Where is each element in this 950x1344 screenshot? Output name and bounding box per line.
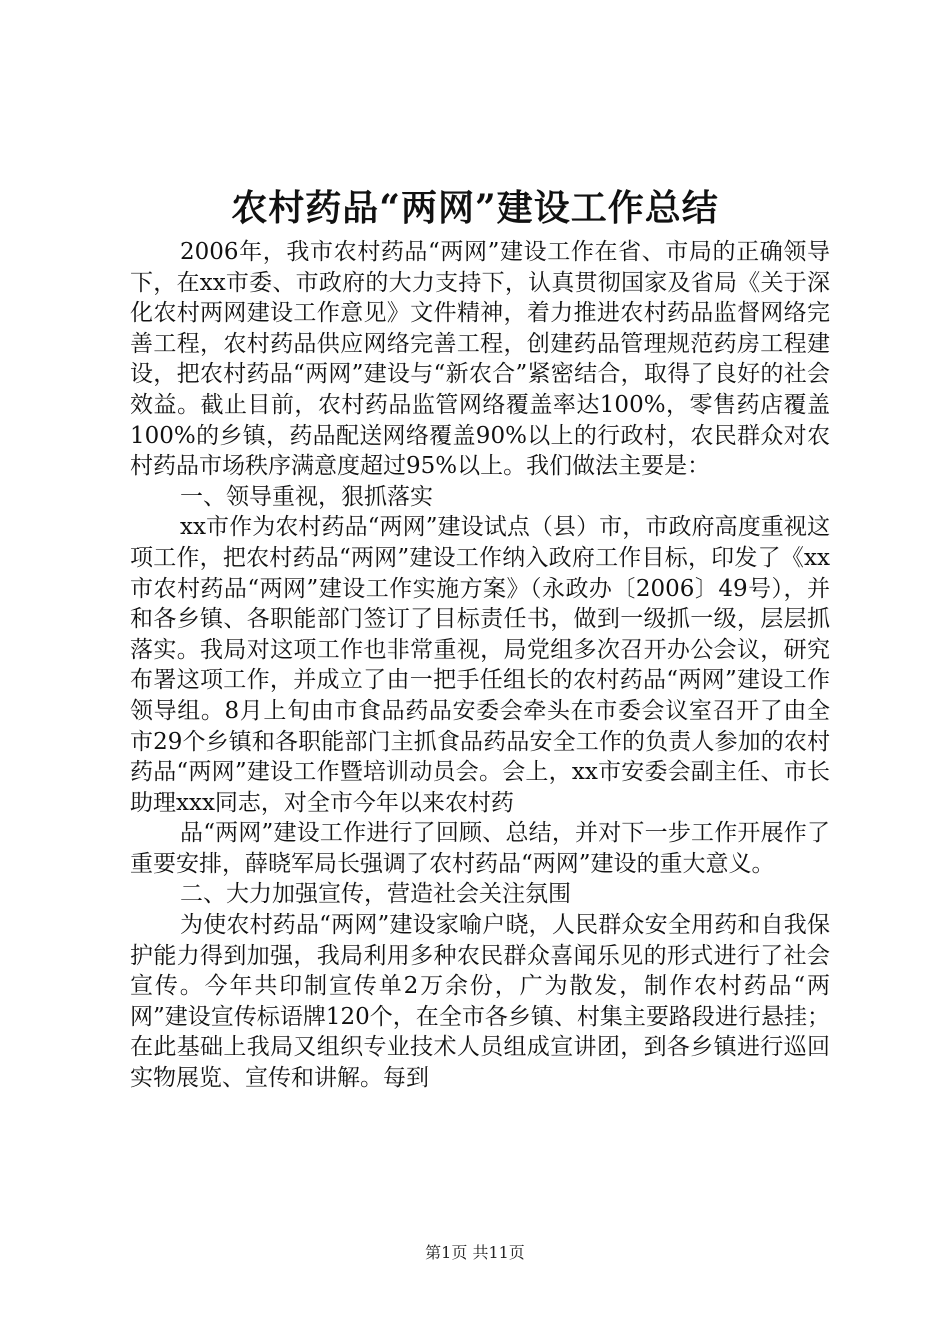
document-title: 农村药品“两网”建设工作总结	[231, 187, 719, 229]
page-number-footer: 第1页 共11页	[425, 1243, 525, 1262]
document-body	[130, 237, 830, 1094]
paragraph-section-2: 为使农村药品“两网”建设家喻户晓，人民群众安全用药和自我保护能力得到加强，我局利用多种农民群众喜闻乐见的形式进行了社会宣传。今年共印制宣传单2万余份，广为散发，制作农村药品“两网”建设宣传标语牌120个，在全市各乡镇、村集主要路段进行悬挂；在此基础上我局又组织专业技术人员组成宣讲团，到各乡镇进行巡回实物展览、宣传和讲解。每到	[130, 912, 830, 1092]
paragraph-section-1-continued: 品“两网”建设工作进行了回顾、总结，并对下一步工作开展作了重要安排，薛晓军局长强调了农村药品“两网”建设的重大意义。	[130, 820, 830, 877]
paragraph-section-1: xx市作为农村药品“两网”建设试点（县）市，市政府高度重视这项工作，把农村药品“两网”建设工作纳入政府工作目标，印发了《xx市农村药品“两网”建设工作实施方案》（永政办〔2006〕49号），并和各乡镇、各职能部门签订了目标责任书，做到一级抓一级，层层抓落实。我局对这项工作也非常重视，局党组多次召开办公会议，研究布署这项工作，并成立了由一把手任组长的农村药品“两网”建设工作领导组。8月上旬由市食品药品安委会牵头在市委会议室召开了由全市29个乡镇和各职能部门主抓食品药品安全工作的负责人参加的农村药品“两网”建设工作暨培训动员会。会上，xx市安委会副主任、市长助理xxx同志，对全市今年以来农村药	[130, 514, 830, 816]
paragraph-intro: 2006年，我市农村药品“两网”建设工作在省、市局的正确领导下，在xx市委、市政府的大力支持下，认真贯彻国家及省局《关于深化农村两网建设工作意见》文件精神，着力推进农村药品监督网络完善工程，农村药品供应网络完善工程，创建药品管理规范药房工程建设，把农村药品“两网”建设与“新农合”紧密结合，取得了良好的社会效益。截止目前，农村药品监管网络覆盖率达100%，零售药店覆盖100%的乡镇，药品配送网络覆盖90%以上的行政村，农民群众对农村药品市场秩序满意度超过95%以上。我们做法主要是：	[130, 239, 830, 480]
section-heading-2: 二、大力加强宣传，营造社会关注氛围	[180, 881, 571, 908]
section-heading-1: 一、领导重视，狠抓落实	[180, 483, 433, 510]
